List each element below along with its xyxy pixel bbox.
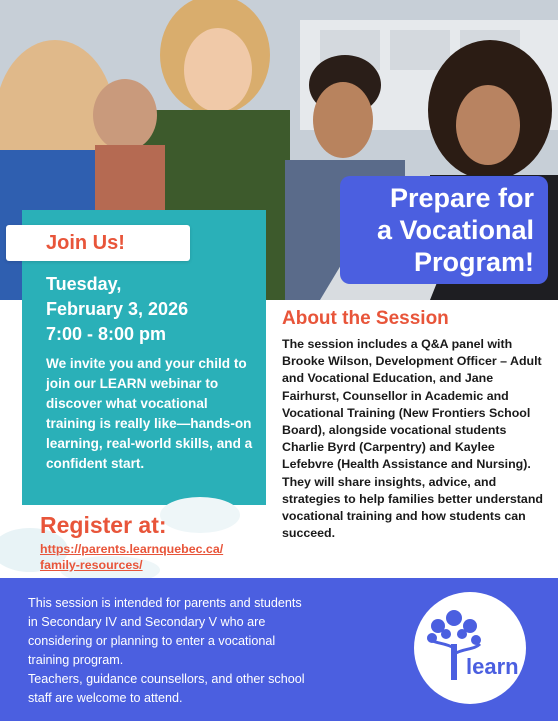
hero-title	[377, 182, 534, 278]
register-link-line2: family-resources/	[40, 558, 143, 572]
about-body: The session includes a Q&A panel with Brooke Wilson, Development Officer – Adult and Vocational Education, and Jane Fairhurst, Counsellor in Academic and Vocational Training (New Frontiers School Board), alongside vocational students Charlie Byrd (Carpentry) and Kaylee Lefebvre (Health Assistance and Nursing). They will share insights, advice, and strategies to help families better understand vocational training and how students can succeed.	[282, 337, 543, 541]
join-us-label: Join Us!	[46, 232, 125, 254]
event-date: February 3, 2026	[46, 299, 189, 319]
footer-line: staff are welcome to attend.	[28, 691, 183, 705]
about-title: About the Session	[282, 308, 449, 329]
event-time: 7:00 - 8:00 pm	[46, 324, 167, 344]
hero-title-line3: Program!	[413, 247, 534, 277]
footer-line: training program.	[28, 653, 124, 667]
footer-banner	[0, 578, 558, 721]
register-title: Register at:	[40, 512, 167, 538]
logo-wordmark: learn	[466, 654, 519, 679]
invite-text: We invite you and your child to join our LEARN webinar to discover what vocational training is really like—hands-on learning, real-world skills, and a confident start.	[46, 356, 253, 471]
footer-text	[28, 594, 388, 708]
event-day: Tuesday,	[46, 274, 122, 294]
hero-title-box	[340, 176, 548, 284]
register-link-line1: https://parents.learnquebec.ca/	[40, 542, 224, 556]
footer-line: in Secondary IV and Secondary V who are	[28, 615, 266, 629]
join-us-label-box	[6, 225, 190, 261]
hero-title-line2: a Vocational	[376, 215, 534, 245]
learn-logo	[414, 592, 526, 704]
footer-line: Teachers, guidance counsellors, and other school	[28, 672, 305, 686]
hero-title-line1: Prepare for	[389, 183, 534, 213]
footer-line: considering or planning to enter a vocational	[28, 634, 276, 648]
register-link[interactable]	[40, 541, 223, 573]
event-datetime	[46, 272, 188, 347]
footer-line: This session is intended for parents and students	[28, 596, 302, 610]
